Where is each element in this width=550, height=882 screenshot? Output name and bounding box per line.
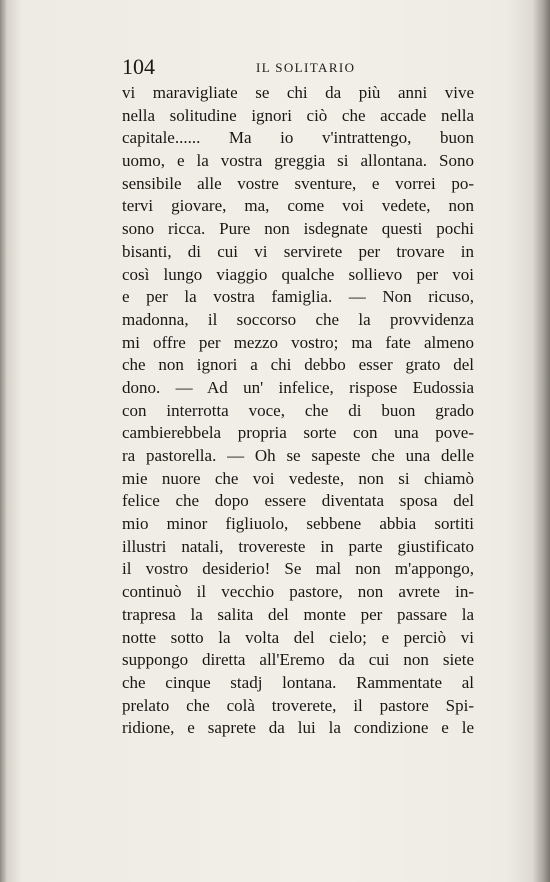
page-gutter-shadow [0,0,6,882]
text-line: e per la vostra famiglia. — Non ricuso, [122,287,474,307]
text-line: sensibile alle vostre sventure, e vorrei po- [122,173,474,193]
text-line: sono ricca. Pure non isdegnate questi pochi [122,219,474,239]
text-line: che non ignori a chi debbo esser grato del [122,355,474,375]
text-line: dono. — Ad un' infelice, rispose Eudossia [122,377,474,397]
body-text [122,82,474,740]
text-line: madonna, il soccorso che la provvidenza [122,309,474,329]
text-line: con interrotta voce, che di buon grado [122,400,474,420]
text-line: che cinque stadj lontana. Rammentate al [122,672,474,692]
text-line: così lungo viaggio qualche sollievo per voi [122,264,474,284]
page-edge-shadow [532,0,550,882]
text-line: mio minor figliuolo, sebbene abbia sortiti [122,514,474,534]
text-line: nella solitudine ignori ciò che accade nella [122,105,474,125]
running-head: IL SOLITARIO [256,60,356,75]
page-number: 104 [122,54,155,79]
text-line: uomo, e la vostra greggia si allontana. Sono [122,151,474,171]
text-line: il vostro desiderio! Se mal non m'appongo, [122,559,474,579]
page-header [122,54,472,82]
text-line: tervi giovare, ma, come voi vedete, non [122,196,474,216]
text-line: trapresa la salita del monte per passare la [122,604,474,624]
text-line: bisanti, di cui vi servirete per trovare in [122,241,474,261]
text-line: continuò il vecchio pastore, non avrete in- [122,582,474,602]
text-line: ridione, e saprete da lui la condizione e le [122,718,474,738]
text-line: ra pastorella. — Oh se sapeste che una delle [122,446,474,465]
text-line: capitale...... Ma io v'intrattengo, buon [122,128,474,148]
text-line: cambierebbela propria sorte con una pove- [122,423,474,443]
text-line: prelato che colà troverete, il pastore Spi- [122,695,474,715]
text-line: felice che dopo essere diventata sposa del [122,491,474,511]
text-line: illustri natali, trovereste in parte giustificato [122,536,474,556]
text-line: suppongo diretta all'Eremo da cui non siete [122,650,474,670]
text-line: vi maravigliate se chi da più anni vive [122,83,474,102]
text-line: mi offre per mezzo vostro; ma fate almeno [122,332,474,352]
text-line: notte sotto la volta del cielo; e perciò vi [122,627,474,647]
text-line: mie nuore che voi vedeste, non si chiamò [122,468,474,488]
